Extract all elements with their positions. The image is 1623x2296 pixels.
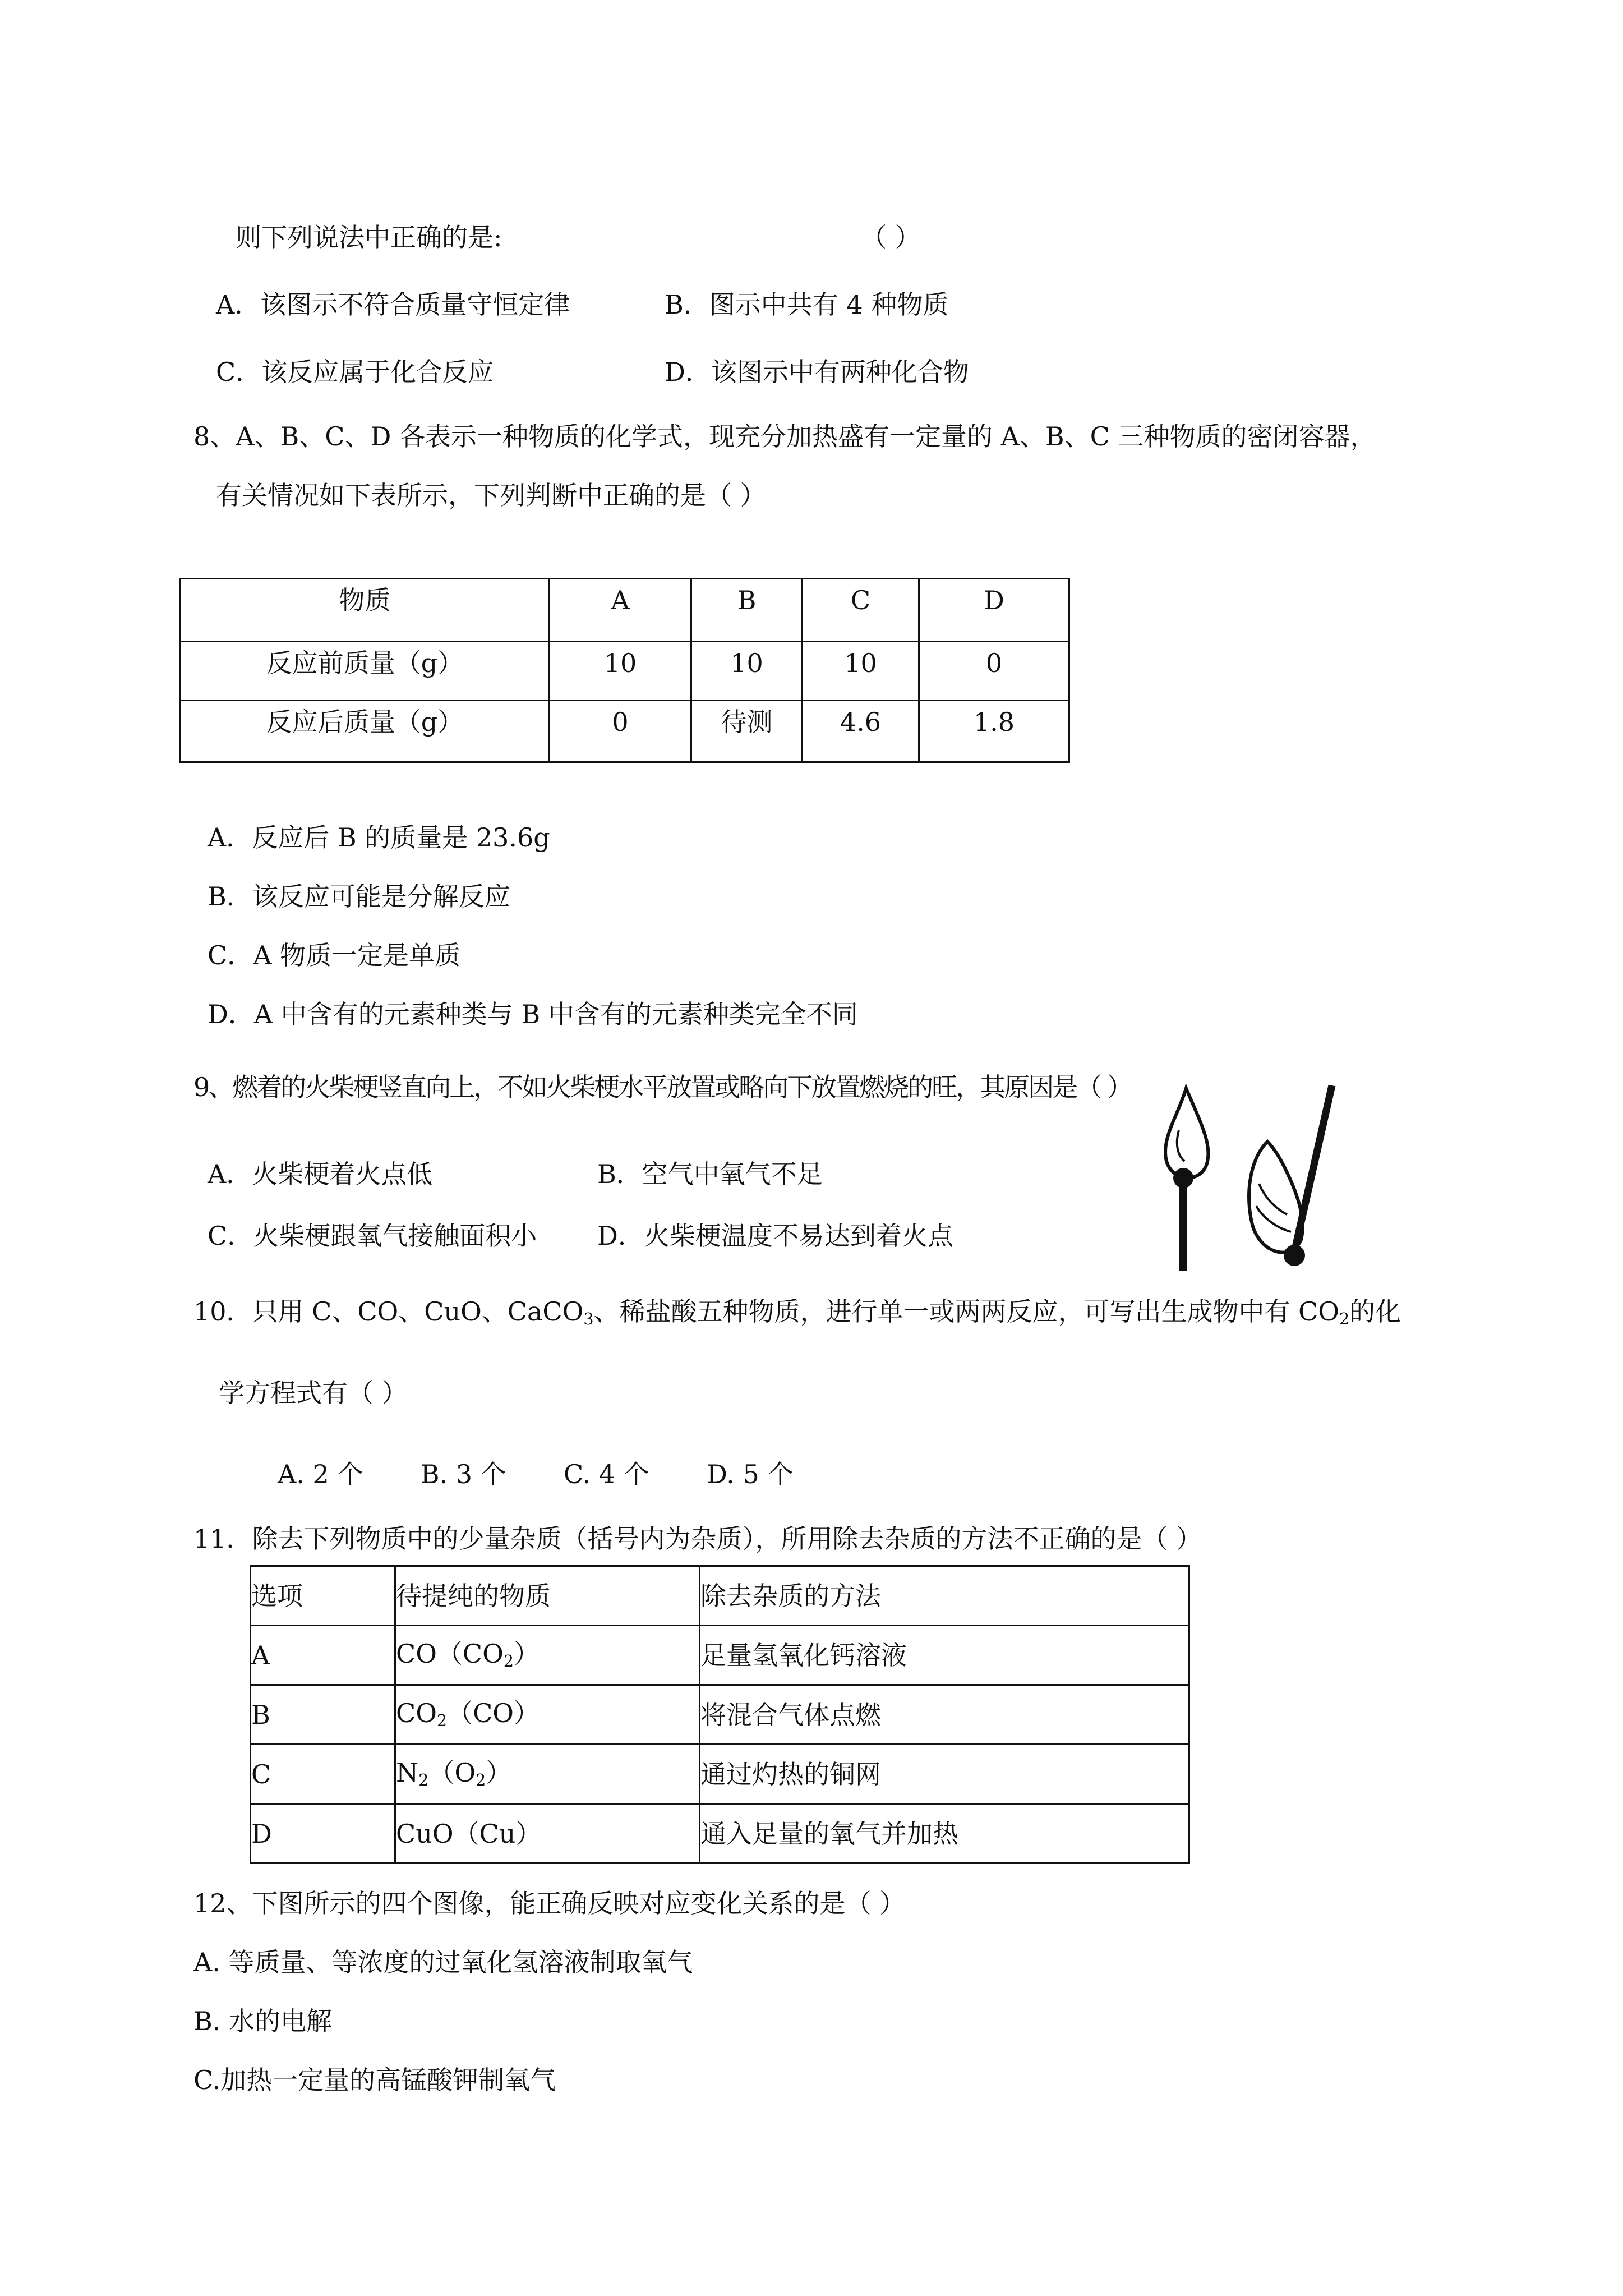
- substance-text: ）: [513, 1638, 540, 1669]
- table-row: [181, 701, 1069, 762]
- table-row: [251, 1804, 1189, 1864]
- subscript: 3: [583, 1310, 594, 1329]
- substance-text: N: [396, 1757, 419, 1788]
- q10-stem-part3: 的化: [1349, 1296, 1401, 1327]
- q12-option-a: A. 等质量、等浓度的过氧化氢溶液制取氧气: [193, 1947, 693, 1977]
- q10-stem-part1: 10．只用 C、CO、CuO、CaCO: [193, 1296, 584, 1327]
- table-cell: 足量氢氧化钙溶液: [700, 1626, 1189, 1685]
- table-cell: 10: [550, 642, 691, 701]
- burning-match-icon: [1144, 1077, 1352, 1285]
- table-header-cell: C: [803, 579, 919, 642]
- table-cell: 通入足量的氧气并加热: [700, 1804, 1189, 1864]
- table-cell: 待测: [691, 701, 803, 762]
- substance-text: （CO）: [447, 1697, 540, 1728]
- table-header-cell: A: [550, 579, 691, 642]
- table-cell: 通过灼热的铜网: [700, 1745, 1189, 1804]
- table-cell: A: [251, 1626, 395, 1685]
- q7-option-d: D．该图示中有两种化合物: [665, 357, 969, 387]
- substance-text: CO（CO: [396, 1638, 504, 1669]
- tilted-match-icon: [1249, 1085, 1332, 1266]
- table-cell: C: [251, 1745, 395, 1804]
- table-cell: D: [251, 1804, 395, 1864]
- q7-answer-blank: （ ）: [861, 222, 921, 252]
- table-cell: 0: [919, 642, 1069, 701]
- q8-option-a: A．反应后 B 的质量是 23.6g: [208, 822, 550, 853]
- table-row: [251, 1685, 1189, 1745]
- q12-stem: 12、下图所示的四个图像，能正确反映对应变化关系的是（ ）: [193, 1888, 906, 1918]
- table-header-cell: B: [691, 579, 803, 642]
- table-header-cell: 待提纯的物质: [395, 1566, 700, 1626]
- table-row: [251, 1626, 1189, 1685]
- q7-option-b: B．图示中共有 4 种物质: [665, 289, 949, 320]
- q10-options: A. 2 个 B. 3 个 C. 4 个 D. 5 个: [278, 1459, 794, 1489]
- q12-option-c: C.加热一定量的高锰酸钾制氧气: [193, 2065, 556, 2095]
- table-cell: 0: [550, 701, 691, 762]
- q8-stem-line2: 有关情况如下表所示，下列判断中正确的是（ ）: [216, 480, 766, 510]
- subscript: 2: [503, 1651, 514, 1671]
- upright-match-icon: [1165, 1088, 1209, 1271]
- table-cell: 反应前质量（g）: [181, 642, 550, 701]
- q8-data-table: [179, 578, 1070, 763]
- subscript: 2: [436, 1711, 448, 1730]
- q10-stem-line2: 学方程式有（ ）: [219, 1378, 408, 1408]
- q9-option-d: D．火柴梗温度不易达到着火点: [597, 1221, 953, 1251]
- table-cell: CuO（Cu）: [395, 1804, 700, 1864]
- table-cell: 将混合气体点燃: [700, 1685, 1189, 1745]
- table-cell: 10: [803, 642, 919, 701]
- q8-option-c: C．A 物质一定是单质: [208, 940, 461, 970]
- q8-stem-line1: 8、A、B、C、D 各表示一种物质的化学式，现充分加热盛有一定量的 A、B、C 三种物质的密闭容器，: [193, 421, 1376, 452]
- q7-option-c: C．该反应属于化合反应: [216, 357, 494, 387]
- table-header-row: [251, 1566, 1189, 1626]
- table-cell: [395, 1626, 700, 1685]
- q11-stem: 11．除去下列物质中的少量杂质（括号内为杂质），所用除去杂质的方法不正确的是（ ）: [193, 1524, 1202, 1554]
- substance-text: （O: [428, 1757, 476, 1788]
- q9-option-c: C．火柴梗跟氧气接触面积小: [208, 1221, 537, 1251]
- table-row: [251, 1745, 1189, 1804]
- q7-option-a: A．该图示不符合质量守恒定律: [216, 289, 570, 320]
- subscript: 2: [418, 1770, 429, 1789]
- table-header-cell: 物质: [181, 579, 550, 642]
- subscript: 2: [476, 1770, 486, 1789]
- table-header-cell: 除去杂质的方法: [700, 1566, 1189, 1626]
- q8-option-d: D．A 中含有的元素种类与 B 中含有的元素种类完全不同: [208, 999, 858, 1029]
- q9-stem: 9、燃着的火柴梗竖直向上，不如火柴梗水平放置或略向下放置燃烧的旺，其原因是（ ）: [193, 1072, 1131, 1102]
- q7-stem: 则下列说法中正确的是:: [236, 222, 502, 252]
- q11-purification-table: [250, 1565, 1190, 1864]
- table-cell: [395, 1685, 700, 1745]
- subscript: 2: [1339, 1310, 1350, 1329]
- table-cell: 10: [691, 642, 803, 701]
- table-cell: B: [251, 1685, 395, 1745]
- q9-option-b: B．空气中氧气不足: [597, 1159, 823, 1189]
- table-cell: 反应后质量（g）: [181, 701, 550, 762]
- substance-text: ）: [486, 1757, 512, 1788]
- table-header-cell: D: [919, 579, 1069, 642]
- substance-text: CO: [396, 1697, 437, 1728]
- q10-stem-line1: [193, 1296, 1401, 1329]
- table-cell: 1.8: [919, 701, 1069, 762]
- table-row: [181, 642, 1069, 701]
- table-cell: 4.6: [803, 701, 919, 762]
- q10-stem-part2: 、稀盐酸五种物质，进行单一或两两反应，可写出生成物中有 CO: [593, 1296, 1340, 1327]
- q12-option-b: B. 水的电解: [193, 2006, 333, 2036]
- q8-option-b: B．该反应可能是分解反应: [208, 881, 510, 912]
- q9-option-a: A．火柴梗着火点低: [208, 1159, 433, 1189]
- table-header-cell: 选项: [251, 1566, 395, 1626]
- table-header-row: [181, 579, 1069, 642]
- table-cell: [395, 1745, 700, 1804]
